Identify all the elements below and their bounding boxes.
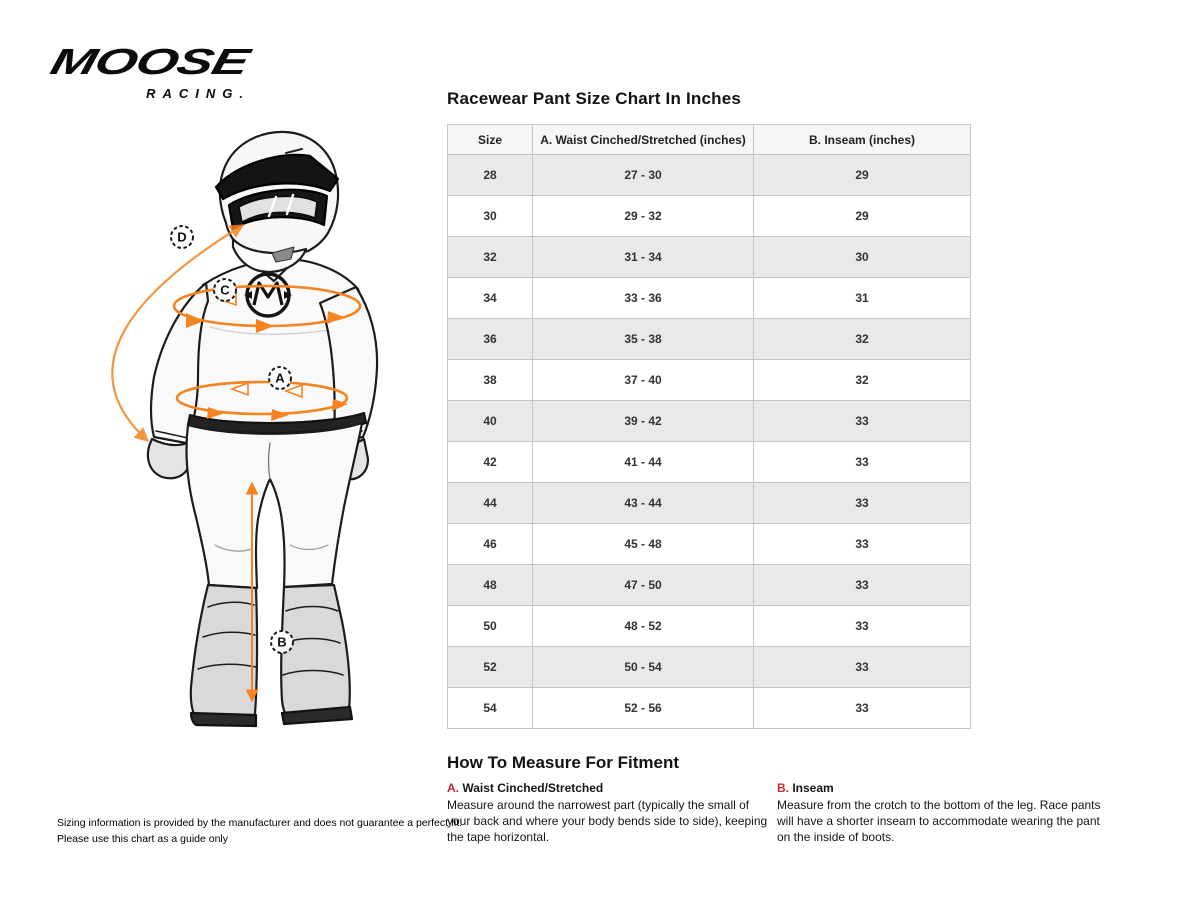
rider-body bbox=[148, 132, 377, 726]
measure-inseam-name: Inseam bbox=[792, 781, 834, 795]
label-a bbox=[269, 367, 291, 389]
table-row bbox=[448, 647, 971, 688]
measure-waist-description: Measure around the narrowest part (typically the small of your back and where your body bends side to side), keeping the tape horizontal. bbox=[447, 798, 768, 845]
column-header-inseam: B. Inseam (inches) bbox=[754, 125, 971, 155]
rider-glove-left bbox=[148, 439, 190, 478]
table-cell: 33 bbox=[754, 524, 971, 565]
svg-text:D: D bbox=[177, 229, 187, 245]
table-cell: 41 - 44 bbox=[533, 442, 754, 483]
table-row bbox=[448, 524, 971, 565]
table-cell: 33 bbox=[754, 401, 971, 442]
table-cell: 37 - 40 bbox=[533, 360, 754, 401]
measure-item-inseam bbox=[777, 780, 1107, 845]
svg-text:C: C bbox=[220, 282, 230, 298]
table-cell: 30 bbox=[448, 196, 533, 237]
table-cell: 46 bbox=[448, 524, 533, 565]
table-cell: 54 bbox=[448, 688, 533, 729]
table-cell: 38 bbox=[448, 360, 533, 401]
svg-text:A: A bbox=[275, 370, 285, 386]
table-row bbox=[448, 196, 971, 237]
label-d bbox=[171, 226, 193, 248]
size-chart-title: Racewear Pant Size Chart In Inches bbox=[447, 89, 742, 108]
measure-waist-letter: A. bbox=[447, 781, 459, 795]
table-cell: 48 - 52 bbox=[533, 606, 754, 647]
rider-boot-left bbox=[191, 585, 257, 724]
table-cell: 40 bbox=[448, 401, 533, 442]
measure-waist-name: Waist Cinched/Stretched bbox=[462, 781, 604, 795]
column-header-waist: A. Waist Cinched/Stretched (inches) bbox=[533, 125, 754, 155]
rider-boot-right bbox=[281, 585, 350, 722]
table-row bbox=[448, 319, 971, 360]
table-cell: 36 bbox=[448, 319, 533, 360]
table-cell: 52 - 56 bbox=[533, 688, 754, 729]
table-cell: 28 bbox=[448, 155, 533, 196]
table-cell: 30 bbox=[754, 237, 971, 278]
table-cell: 44 bbox=[448, 483, 533, 524]
disclaimer-line-2: Please use this chart as a guide only bbox=[57, 832, 229, 845]
table-cell: 45 - 48 bbox=[533, 524, 754, 565]
table-row bbox=[448, 483, 971, 524]
table-cell: 33 bbox=[754, 565, 971, 606]
table-row bbox=[448, 442, 971, 483]
table-cell: 29 bbox=[754, 196, 971, 237]
table-header-row bbox=[448, 125, 971, 155]
table-cell: 33 bbox=[754, 606, 971, 647]
rider-measurement-diagram bbox=[40, 125, 400, 745]
disclaimer-text bbox=[57, 816, 462, 848]
table-cell: 31 bbox=[754, 278, 971, 319]
table-cell: 31 - 34 bbox=[533, 237, 754, 278]
table-row bbox=[448, 565, 971, 606]
size-chart-rows bbox=[448, 155, 971, 729]
logo-moose-text: MOOSE bbox=[46, 41, 253, 83]
table-cell: 52 bbox=[448, 647, 533, 688]
how-to-measure-title: How To Measure For Fitment bbox=[447, 753, 680, 772]
table-row bbox=[448, 606, 971, 647]
table-row bbox=[448, 278, 971, 319]
table-row bbox=[448, 401, 971, 442]
table-row bbox=[448, 688, 971, 729]
table-cell: 33 bbox=[754, 647, 971, 688]
table-row bbox=[448, 155, 971, 196]
svg-text:B: B bbox=[277, 634, 287, 650]
measure-item-waist bbox=[447, 780, 769, 845]
table-cell: 33 - 36 bbox=[533, 278, 754, 319]
table-cell: 43 - 44 bbox=[533, 483, 754, 524]
measure-inseam-letter: B. bbox=[777, 781, 789, 795]
disclaimer-line-1: Sizing information is provided by the manufacturer and does not guarantee a perfect fit. bbox=[57, 817, 463, 829]
table-cell: 42 bbox=[448, 442, 533, 483]
table-cell: 34 bbox=[448, 278, 533, 319]
table-cell: 35 - 38 bbox=[533, 319, 754, 360]
logo-racing-text: RACING. bbox=[146, 86, 250, 101]
table-row bbox=[448, 237, 971, 278]
table-cell: 39 - 42 bbox=[533, 401, 754, 442]
table-cell: 27 - 30 bbox=[533, 155, 754, 196]
table-cell: 48 bbox=[448, 565, 533, 606]
size-chart-table bbox=[447, 124, 971, 729]
table-cell: 33 bbox=[754, 442, 971, 483]
label-c bbox=[214, 279, 236, 301]
measure-inseam-description: Measure from the crotch to the bottom of the leg. Race pants will have a shorter inseam to accommodate wearing the pant on the inside of boots. bbox=[777, 798, 1101, 845]
measure-inseam-heading bbox=[777, 780, 1107, 796]
rider-helmet bbox=[216, 132, 338, 272]
table-cell: 32 bbox=[448, 237, 533, 278]
table-cell: 29 - 32 bbox=[533, 196, 754, 237]
label-b bbox=[271, 631, 293, 653]
rider-pants bbox=[186, 423, 362, 588]
table-cell: 32 bbox=[754, 360, 971, 401]
table-cell: 50 - 54 bbox=[533, 647, 754, 688]
table-cell: 29 bbox=[754, 155, 971, 196]
table-cell: 32 bbox=[754, 319, 971, 360]
table-cell: 33 bbox=[754, 688, 971, 729]
table-row bbox=[448, 360, 971, 401]
table-cell: 50 bbox=[448, 606, 533, 647]
column-header-size: Size bbox=[448, 125, 533, 155]
table-cell: 47 - 50 bbox=[533, 565, 754, 606]
measure-waist-heading bbox=[447, 780, 769, 796]
table-cell: 33 bbox=[754, 483, 971, 524]
moose-racing-logo bbox=[46, 41, 256, 101]
